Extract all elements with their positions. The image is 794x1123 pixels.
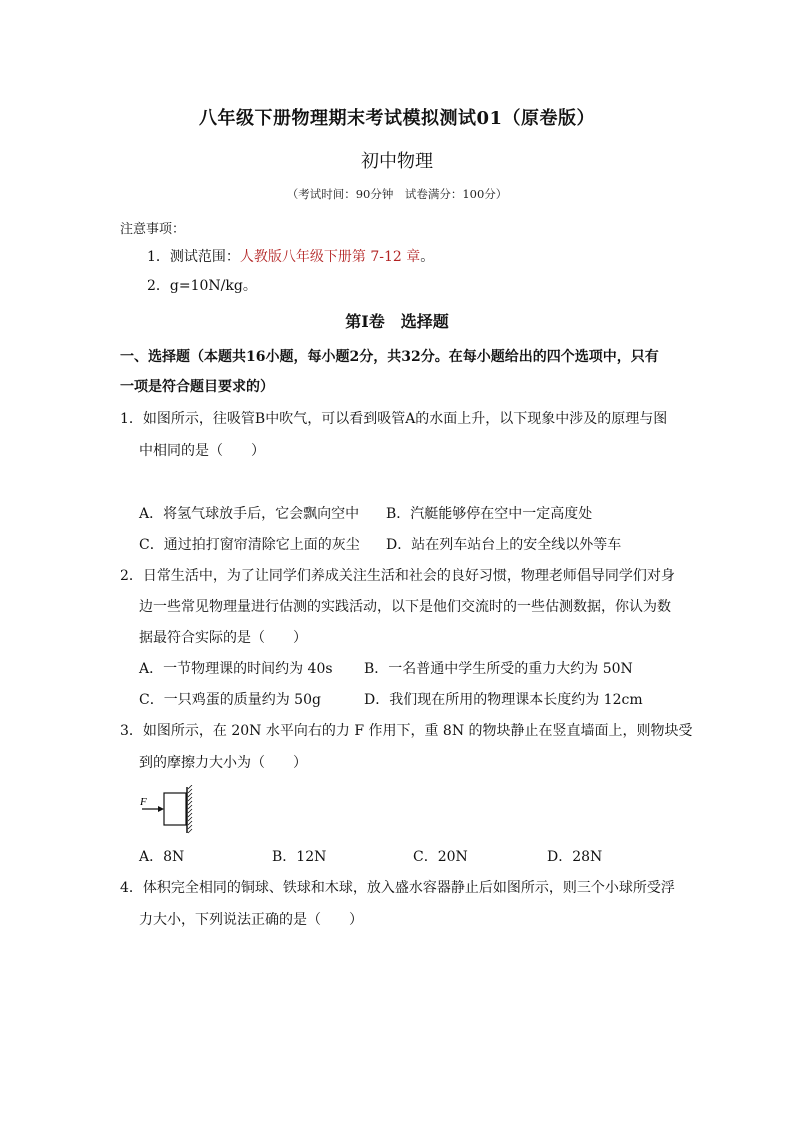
- question-2-line2: 边一些常见物理量进行估测的实践活动，以下是他们交流时的一些估测数据，你认为数: [139, 599, 671, 615]
- exam-info: （考试时间：90分钟 试卷满分：100分）: [286, 187, 508, 201]
- question-1-option-d[interactable]: D．站在列车站台上的安全线以外等车: [386, 537, 622, 553]
- notes-item-1-prefix: 1．测试范围：: [147, 249, 240, 265]
- question-2-option-d[interactable]: D．我们现在所用的物理课本长度约为 12cm: [364, 692, 643, 708]
- question-3-line1: 3．如图所示，在 20N 水平向右的力 F 作用下，重 8N 的物块静止在竖直墙面上，则物块受: [120, 723, 693, 739]
- question-2-option-c[interactable]: C．一只鸡蛋的质量约为 50g: [139, 692, 321, 708]
- question-3-option-c[interactable]: C．20N: [413, 849, 468, 865]
- question-1-option-a[interactable]: A．将氢气球放手后，它会飘向空中: [139, 506, 360, 522]
- question-3-option-b[interactable]: B．12N: [272, 849, 327, 865]
- question-3-line2: 到的摩擦力大小为（ ）: [139, 755, 307, 771]
- force-arrowhead: [158, 806, 164, 812]
- question-2-line1: 2．日常生活中，为了让同学们养成关注生活和社会的良好习惯，物理老师倡导同学们对身: [120, 568, 675, 584]
- wall-hatching: [188, 785, 192, 833]
- question-4-line1: 4．体积完全相同的铜球、铁球和木球，放入盛水容器静止后如图所示，则三个小球所受浮: [120, 880, 675, 896]
- question-2-option-b[interactable]: B．一名普通中学生所受的重力大约为 50N: [364, 661, 633, 677]
- notes-item-2: 2．g=10N/kg。: [147, 278, 257, 294]
- document-subtitle: 初中物理: [361, 151, 433, 172]
- section-instructions-line1: 一、选择题（本题共16小题，每小题2分，共32分。在每小题给出的四个选项中，只有: [120, 349, 659, 365]
- block: [164, 793, 186, 825]
- question-2-line3: 据最符合实际的是（ ）: [139, 630, 307, 646]
- force-label: F: [140, 796, 147, 808]
- notes-item-1: [147, 246, 434, 266]
- question-2-option-a[interactable]: A．一节物理课的时间约为 40s: [139, 661, 333, 677]
- notes-item-1-highlight: 人教版八年级下册第 7-12 章: [239, 249, 421, 265]
- question-1-line1: 1．如图所示，往吸管B中吹气，可以看到吸管A的水面上升，以下现象中涉及的原理与图: [120, 411, 668, 427]
- question-4-line2: 力大小，下列说法正确的是（ ）: [139, 912, 363, 928]
- section-instructions-line2: 一项是符合题目要求的）: [120, 379, 274, 395]
- section-title: 第Ⅰ卷 选择题: [345, 312, 449, 331]
- notes-item-1-suffix: 。: [420, 249, 435, 265]
- document-title: 八年级下册物理期末考试模拟测试01（原卷版）: [198, 108, 596, 129]
- question-3-figure: [136, 785, 198, 835]
- question-1-option-b[interactable]: B．汽艇能够停在空中一定高度处: [386, 506, 593, 522]
- question-3-option-d[interactable]: D．28N: [547, 849, 603, 865]
- question-1-option-c[interactable]: C．通过拍打窗帘清除它上面的灰尘: [139, 537, 360, 553]
- question-1-line2: 中相同的是（ ）: [139, 443, 265, 459]
- notes-heading: 注意事项：: [120, 222, 186, 237]
- question-3-option-a[interactable]: A．8N: [139, 849, 185, 865]
